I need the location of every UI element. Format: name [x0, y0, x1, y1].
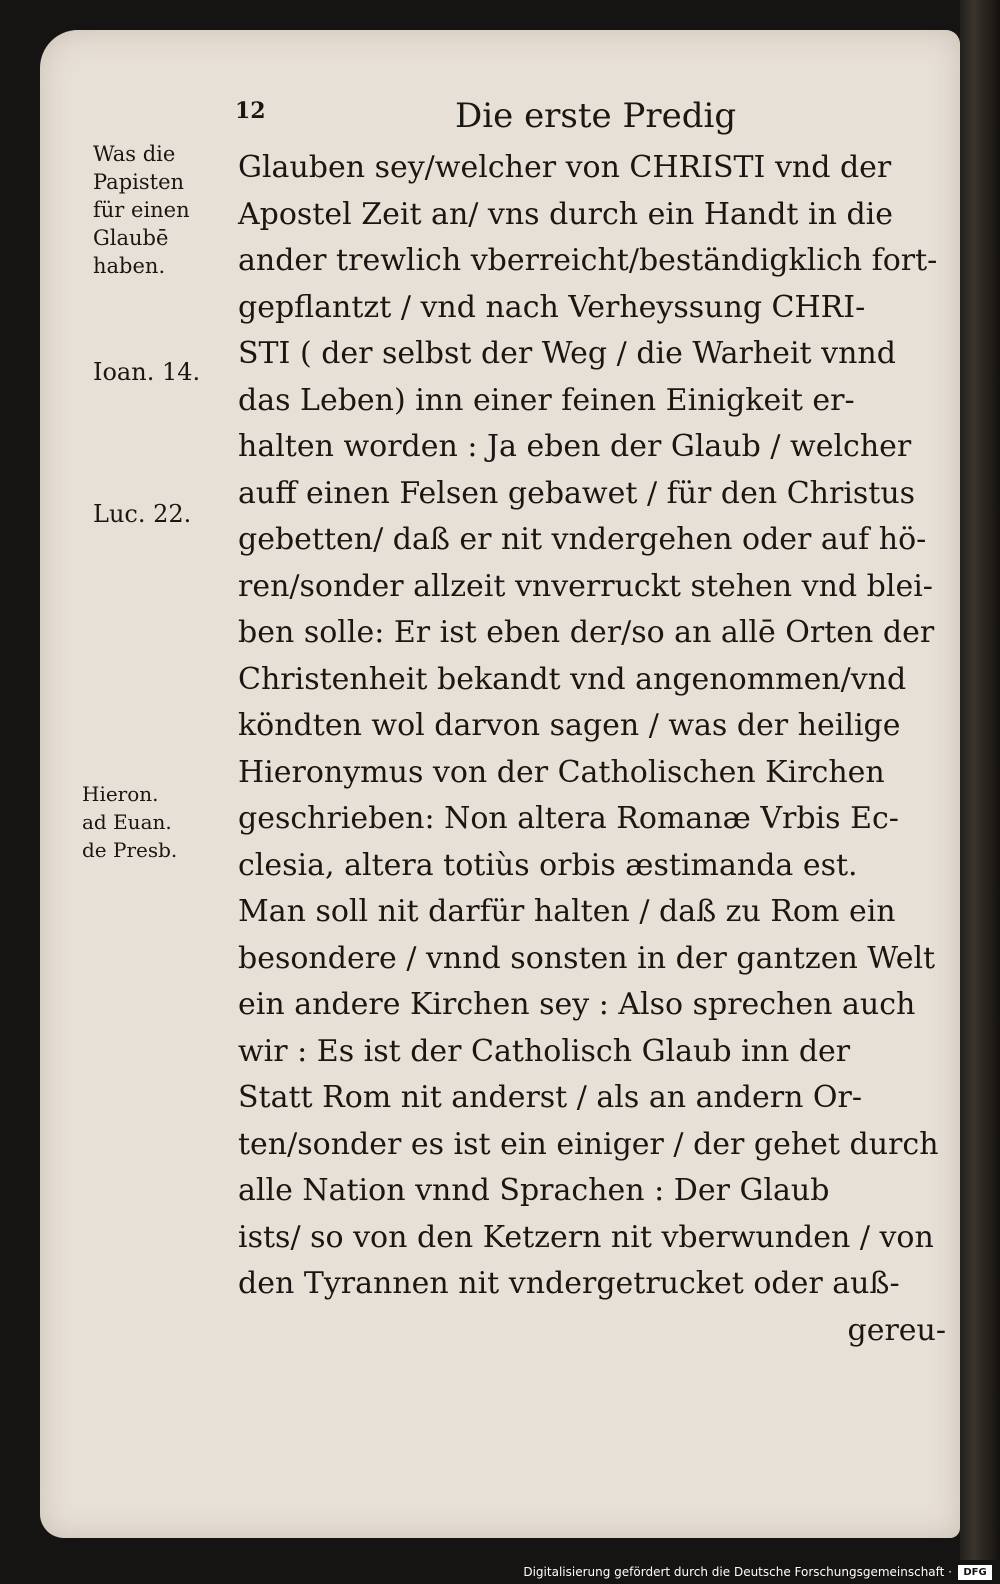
text-line: Glauben sey/welcher von CHRISTI vnd der	[238, 150, 892, 185]
text-line: ein andere Kirchen sey : Also sprechen auch	[238, 987, 916, 1022]
text-line: Man soll nit darfür halten / daß zu Rom ein	[238, 894, 896, 929]
text-line: gepflantzt / vnd nach Verheyssung CHRI-	[238, 289, 866, 325]
text-line: Hieronymus von der Catholischen Kirchen	[238, 754, 885, 790]
text-line: clesia, altera totiùs orbis æstimanda est.	[238, 847, 858, 883]
text-line: Apostel Zeit an/ vns durch ein Handt in die	[238, 196, 894, 232]
text-line: ander trewlich vberreicht/beständigklich fort-	[238, 243, 938, 278]
text-line: auff einen Felsen gebawet / für den Christus	[238, 475, 916, 511]
text-line: halten worden : Ja eben der Glaub / welcher	[238, 429, 912, 464]
text-line: Statt Rom nit anderst / als an andern Or-	[238, 1080, 863, 1115]
footer-credit: Digitalisierung gefördert durch die Deutsche Forschungsgemeinschaft ·	[523, 1565, 952, 1579]
margin-note-ioan: Ioan. 14.	[93, 358, 201, 386]
text-line: ists/ so von den Ketzern nit vberwunden / von	[238, 1219, 934, 1255]
text-line: ten/sonder es ist ein einiger / der gehet durch	[238, 1126, 939, 1162]
text-line: geschrieben: Non altera Romanæ Vrbis Ec-	[238, 801, 899, 836]
text-line: Christenheit bekandt vnd angenommen/vnd	[238, 661, 907, 697]
text-line: STI ( der selbst der Weg / die Warheit vnnd	[238, 336, 896, 371]
text-line: gebetten/ daß er nit vndergehen oder auf hö-	[238, 522, 927, 557]
text-line: den Tyrannen nit vndergetrucket oder auß-	[238, 1266, 900, 1301]
page-number: 12	[235, 98, 266, 124]
running-title: Die erste Predig	[455, 96, 737, 136]
footer-bar	[0, 1562, 1000, 1584]
text-line: ren/sonder allzeit vnverruckt stehen vnd blei-	[238, 568, 933, 604]
margin-note-hieron: Hieron. ad Euan. de Presb.	[82, 782, 178, 862]
text-line: wir : Es ist der Catholisch Glaub inn der	[238, 1033, 851, 1069]
text-line: köndten wol darvon sagen / was der heilige	[238, 708, 901, 743]
margin-note-papisten: Was die Papisten für einen Glaubē haben.	[93, 142, 190, 278]
catchword: gereu-	[847, 1312, 946, 1348]
margin-note-luc: Luc. 22.	[93, 500, 192, 528]
page-edge	[960, 0, 1000, 1560]
text-line: besondere / vnnd sonsten in der gantzen Welt	[238, 940, 936, 976]
text-line: ben solle: Er ist eben der/so an allē Orten der	[238, 615, 935, 650]
body-text	[238, 145, 946, 1354]
dfg-logo-icon: DFG	[958, 1565, 992, 1580]
text-line: das Leben) inn einer feinen Einigkeit er-	[238, 382, 855, 418]
page-header	[235, 96, 740, 140]
text-line: alle Nation vnnd Sprachen : Der Glaub	[238, 1173, 830, 1208]
